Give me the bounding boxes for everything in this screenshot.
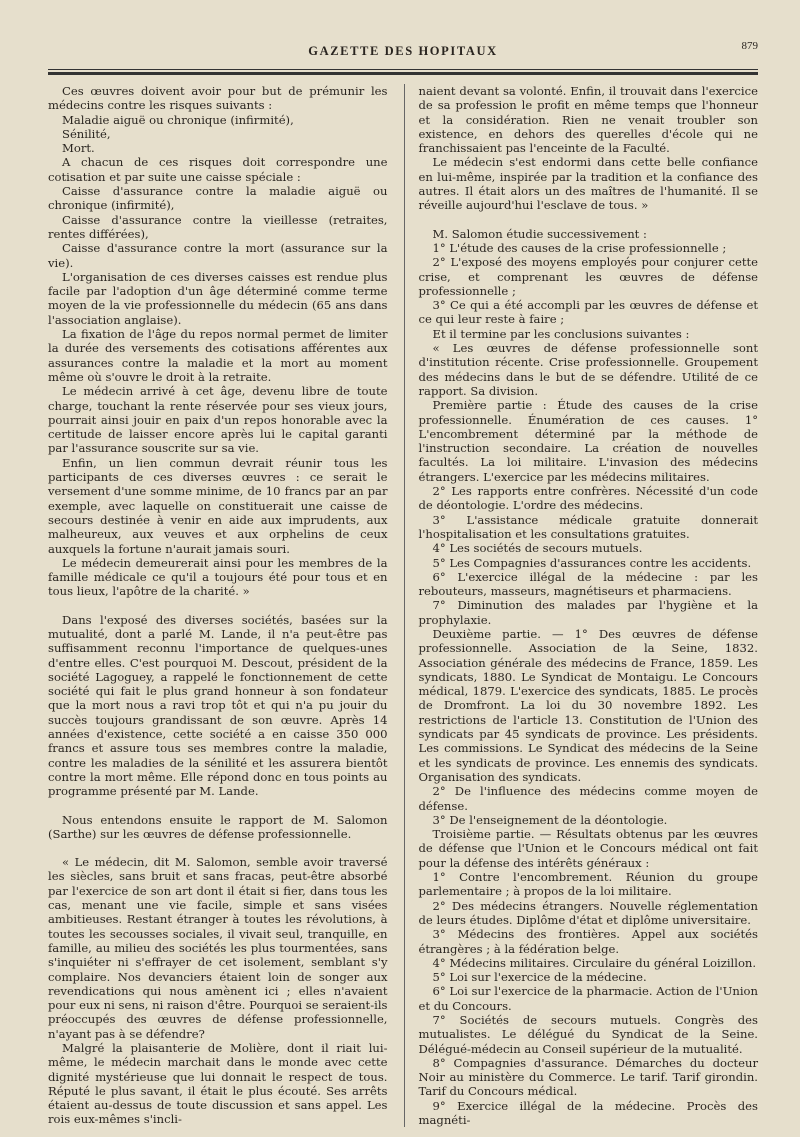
paragraph: A chacun de ces risques doit correspondre une cotisation et par suite une caisse spéciale :: [48, 155, 388, 184]
paragraph: « Les œuvres de défense professionnelle sont d'institution récente. Crise professionnelle. Groupement des médecins dans le but de se défendre. Utilité de ce rapport. Sa division.: [418, 341, 758, 398]
paragraph: 3° De l'enseignement de la déontologie.: [432, 812, 668, 827]
paragraph: 2° L'exposé des moyens employés pour conjurer cette crise, et comprenant les œuvres de défense professionnelle ;: [418, 255, 758, 298]
paragraph: naient devant sa volonté. Enfin, il trouvait dans l'exercice de sa profession le profit en même temps que l'honneur et la considération. Rien ne venait troubler son existence, en dehors des querelles d'école qui ne franchissaient pas l'enceinte de la Faculté.: [418, 84, 758, 156]
paragraph: M. Salomon étudie successivement :: [432, 226, 647, 241]
paragraph: Caisse d'assurance contre la mort (assurance sur la vie).: [48, 241, 388, 270]
paragraph: 1° Contre l'encombrement. Réunion du groupe parlementaire ; à propos de la loi militaire.: [418, 870, 758, 899]
paragraph: Le médecin s'est endormi dans cette belle confiance en lui-même, inspirée par la tradition et la confiance des autres. Il était alors un des maîtres de l'humanité. Il se réveille aujourd'hui l'esclave de tous. »: [418, 155, 758, 213]
paragraph: 4° Les sociétés de secours mutuels.: [432, 541, 643, 556]
text-columns: [48, 84, 758, 1127]
paragraph: 3° L'assistance médicale gratuite donnerait l'hospitalisation et les consultations gratuites.: [418, 512, 758, 541]
paragraph: Caisse d'assurance contre la maladie aiguë ou chronique (infirmité),: [48, 184, 388, 213]
paragraph: 3° Médecins des frontières. Appel aux sociétés étrangères ; à la fédération belge.: [418, 927, 758, 956]
paragraph: 2° Des médecins étrangers. Nouvelle réglementation de leurs études. Diplôme d'état et diplôme universitaire.: [418, 898, 758, 927]
paragraph: 2° De l'influence des médecins comme moyen de défense.: [418, 784, 758, 813]
page-number: 879: [741, 40, 758, 52]
paragraph: Troisième partie. — Résultats obtenus par les œuvres de défense que l'Union et le Concours médical ont fait pour la défense des intérêts généraux :: [418, 827, 758, 870]
header-rule-thick: [48, 72, 758, 75]
paragraph: L'organisation de ces diverses caisses est rendue plus facile par l'adoption d'un âge déterminé comme terme moyen de la vie professionnelle du médecin (65 ans dans l'association anglaise).: [48, 269, 388, 327]
running-title: GAZETTE DES HOPITAUX: [308, 44, 498, 58]
header-rule-thin: [48, 69, 758, 70]
paragraph: La fixation de l'âge du repos normal permet de limiter la durée des versements des cotisations afférentes aux assurances contre la maladie et la mort au moment même où s'ouvre le droit à la retraite.: [48, 327, 388, 384]
paragraph: « Le médecin, dit M. Salomon, semble avoir traversé les siècles, sans bruit et sans fracas, peut-être absorbé par l'exercice de son art dont il était si fier, dans tous les cas, menant une vie facile, simple et sans visées ambitieuses. Restant étranger à toutes les révolutions, à toutes les secousses sociales, il vivait seul, tranquille, en famille, au milieu des sociétés les plus tourmentées, sans s'inquiéter ni s'effrayer de cet isolement, semblant s'y complaire. Nos devanciers étaient loin de songer aux revendications qui nous amènent ici ; elles n'avaient pour eux ni sens, ni raison d'être. Pourquoi se seraient-ils préoccupés des œuvres de défense professionnelle, n'ayant pas à se défendre?: [48, 855, 388, 1041]
paragraph: Le médecin demeurerait ainsi pour les membres de la famille médicale ce qu'il a toujours été pour tous et en tous lieux, l'apôtre de la charité. »: [48, 555, 388, 599]
paragraph: Deuxième partie. — 1° Des œuvres de défense professionnelle. Association de la Seine, 1832. Association générale des médecins de France, 1859. Les syndicats, 1880. Le Syndicat de Montaigu. Le Concours médical, 1879. L'exercice des syndicats, 1885. Le procès de Dromfront. La loi du 30 novembre 1892. Les restrictions de l'article 13. Constitution de l'Union des syndicats par 45 syndicats de province. Les présidents. Les commissions. Le Syndicat des médecins de la Seine et les syndicats de province. Les ennemis des syndicats. Organisation des syndicats.: [418, 626, 758, 784]
paragraph: 9° Exercice illégal de la médecine. Procès des magnéti-: [418, 1098, 758, 1128]
paragraph: 1° L'étude des causes de la crise professionnelle ;: [432, 240, 727, 255]
paragraph: 6° Loi sur l'exercice de la pharmacie. Action de l'Union et du Concours.: [418, 984, 758, 1013]
page-header: [48, 0, 758, 64]
paragraph: Maladie aiguë ou chronique (infirmité),: [62, 112, 294, 127]
paragraph: 7° Diminution des malades par l'hygiène et la prophylaxie.: [418, 598, 758, 627]
right-column: [419, 84, 759, 1127]
paragraph: Dans l'exposé des diverses sociétés, basées sur la mutualité, dont a parlé M. Lande, il n'a peut-être pas suffisamment reconnu l'importance de quelques-unes d'entre elles. C'est pourquoi M. Descout, président de la société Lagoguey, a rappelé le fonctionnement de cette société qui fait le plus grand honneur à son fondateur que la mort nous a ravi trop tôt et qui n'a pu jouir du succès toujours grandissant de son œuvre. Après 14 années d'existence, cette société a en caisse 350 000 francs et assure tous ses membres contre la maladie, contre les maladies de la sénilité et les assurera bientôt contre la mort même. Elle répond donc en tous points au programme présenté par M. Lande.: [48, 612, 388, 799]
paragraph: Première partie : Étude des causes de la crise professionnelle. Énumération de ces causes. 1° L'encombrement déterminé par la méthode de l'instruction secondaire. La création de nouvelles facultés. La loi militaire. L'invasion des médecins étrangers. L'exercice par les médecins militaires.: [418, 398, 758, 484]
paragraph: 2° Les rapports entre confrères. Nécessité d'un code de déontologie. L'ordre des médecins.: [418, 484, 758, 513]
paragraph: Malgré la plaisanterie de Molière, dont il riait lui-même, le médecin marchait dans le monde avec cette dignité mystérieuse que lui donnait le respect de tous. Réputé le plus savant, il était le plus écouté. Ses arrêts étaient au-dessus de toute discussion et sans appel. Les rois eux-mêmes s'incli-: [48, 1041, 388, 1127]
paragraph: 5° Les Compagnies d'assurances contre les accidents.: [432, 555, 752, 570]
paragraph: Enfin, un lien commun devrait réunir tous les participants de ces diverses œuvres : ce serait le versement d'une somme minime, de 10 francs par an par exemple, avec laquelle on constituerait une caisse de secours destinée à venir en aide aux imprudents, aux malheureux, aux veuves et aux orphelins de ceux auxquels la fortune n'aurait jamais souri.: [48, 455, 388, 556]
paragraph: 3° Ce qui a été accompli par les œuvres de défense et ce qui leur reste à faire ;: [418, 298, 758, 327]
paragraph: Le médecin arrivé à cet âge, devenu libre de toute charge, touchant la rente réservée pour ses vieux jours, pourrait ainsi jouir en paix d'un repos honorable avec la certitude de laisser encore après lui le capital garanti par l'assurance souscrite sur sa vie.: [48, 384, 388, 456]
paragraph: 7° Sociétés de secours mutuels. Congrès des mutualistes. Le délégué du Syndicat de la Seine. Délégué-médecin au Conseil supérieur de la mutualité.: [418, 1013, 758, 1056]
paragraph: 6° L'exercice illégal de la médecine : par les rebouteurs, masseurs, magnétiseurs et pharmaciens.: [418, 569, 758, 599]
left-column: [48, 84, 388, 1127]
column-divider: [404, 84, 405, 1127]
paragraph: 4° Médecins militaires. Circulaire du général Loizillon.: [432, 955, 757, 970]
paragraph: Mort.: [62, 141, 95, 156]
paragraph: Ces œuvres doivent avoir pour but de prémunir les médecins contre les risques suivants :: [48, 84, 388, 113]
paragraph: Caisse d'assurance contre la vieillesse (retraites, rentes différées),: [48, 212, 388, 241]
paragraph: Sénilité,: [62, 126, 111, 141]
paragraph: 8° Compagnies d'assurance. Démarches du docteur Noir au ministère du Commerce. Le tarif. Tarif girondin. Tarif du Concours médical.: [418, 1055, 758, 1099]
paragraph: Et il termine par les conclusions suivantes :: [432, 326, 690, 341]
paragraph: 5° Loi sur l'exercice de la médecine.: [432, 970, 647, 985]
paragraph: Nous entendons ensuite le rapport de M. Salomon (Sarthe) sur les œuvres de défense professionnelle.: [48, 812, 388, 841]
